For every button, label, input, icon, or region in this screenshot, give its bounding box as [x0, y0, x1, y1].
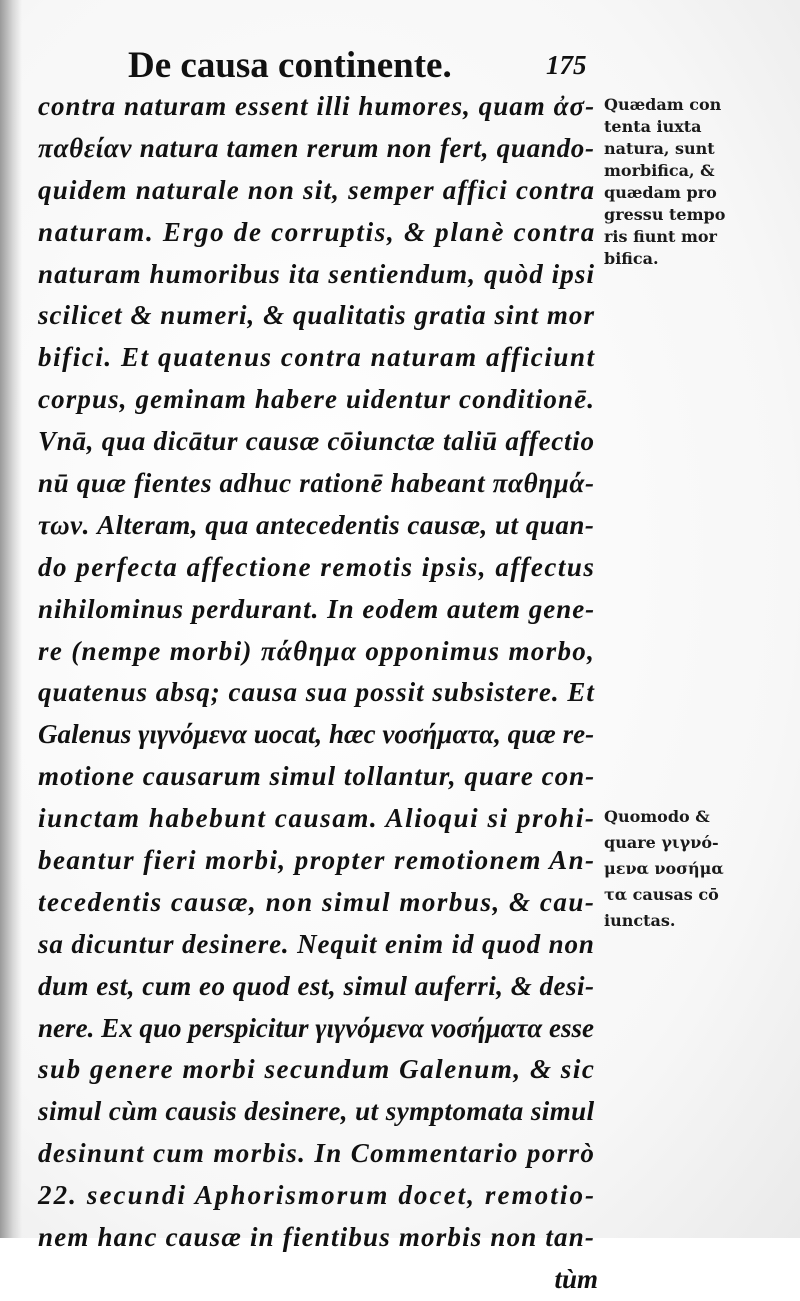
margin-note-line: quædam pro	[604, 183, 717, 202]
text-line	[38, 505, 598, 547]
running-title: De causa continente.	[128, 45, 452, 86]
text-line	[38, 421, 598, 463]
margin-note-2	[604, 804, 754, 934]
text-line-content: simul cùm causis desinere, ut symptomata simul	[38, 1096, 595, 1127]
text-line-content: corpus, geminam habere uidentur conditionē.	[38, 384, 596, 415]
text-line	[38, 463, 598, 505]
text-line	[38, 379, 598, 421]
text-line	[38, 924, 598, 966]
margin-note-line: natura, sunt	[604, 139, 715, 158]
margin-note-1	[604, 94, 754, 270]
text-line-content: naturam. Ergo de corruptis, & planè contra	[38, 216, 596, 247]
text-line-content: beantur fieri morbi, propter remotionem An-	[38, 845, 596, 876]
text-line-content: re (nempe morbi) πάθημα opponimus morbo,	[38, 635, 596, 666]
text-line-content: naturam humoribus ita sentiendum, quòd ipsi	[38, 258, 596, 289]
margin-note-line: Quædam con	[604, 95, 722, 114]
text-line	[38, 589, 598, 631]
text-line-content: sa dicuntur desinere. Nequit enim id quod non	[38, 928, 595, 959]
text-line	[38, 86, 598, 128]
text-line	[38, 170, 598, 212]
margin-note-line: τα causas cō	[604, 885, 719, 904]
text-line	[38, 1091, 598, 1133]
text-line-content: Vnā, qua dicātur causæ cōiunctæ taliū affectio	[38, 426, 595, 457]
text-line-content: 22. secundi Aphorismorum docet, remotio-	[38, 1180, 597, 1211]
text-line-content: iunctam habebunt causam. Alioqui si prohi-	[38, 803, 596, 834]
text-line	[38, 1008, 598, 1050]
text-line-content: dum est, cum eo quod est, simul auferri, & desi-	[38, 970, 595, 1001]
text-line-content: παθείαν natura tamen rerum non fert, quando-	[38, 132, 595, 163]
margin-note-line: tenta iuxta	[604, 117, 702, 136]
text-line	[38, 714, 598, 756]
page-gutter-shadow	[0, 0, 22, 1238]
text-line	[38, 128, 598, 170]
text-line-content: quatenus absq; causa sua possit subsistere. Et	[38, 677, 595, 708]
margin-note-line: μενα νοσήμα	[604, 859, 724, 878]
text-line	[38, 672, 598, 714]
text-line-content: bifici. Et quatenus contra naturam afficiunt	[38, 342, 596, 373]
text-line-content: tùm	[554, 1263, 598, 1294]
margin-note-line: quare γιγνό-	[604, 833, 719, 852]
text-line	[38, 254, 598, 296]
page-number: 175	[546, 50, 587, 80]
text-line-content: nere. Ex quo perspicitur γιγνόμενα νοσήματα esse	[38, 1012, 595, 1043]
text-line-content: των. Alteram, qua antecedentis causæ, ut quan-	[38, 509, 595, 540]
text-line-content: contra naturam essent illi humores, quam ἀσ-	[38, 91, 596, 121]
text-line	[38, 882, 598, 924]
margin-note-line: gressu tempo	[604, 205, 726, 224]
margin-note-line: ris fiunt mor	[604, 227, 717, 246]
text-line	[38, 295, 598, 337]
margin-note-line: iunctas.	[604, 911, 676, 930]
text-line	[38, 1259, 598, 1301]
text-line	[38, 1133, 598, 1175]
text-line-content: tecedentis causæ, non simul morbus, & cau-	[38, 886, 596, 917]
text-line-content: motione causarum simul tollantur, quare con-	[38, 761, 596, 792]
text-line	[38, 840, 598, 882]
text-line	[38, 547, 598, 589]
page-header	[0, 38, 600, 88]
text-line-content: Galenus γιγνόμενα uocat, hæc νοσήματα, quæ re-	[38, 719, 595, 750]
text-line-content: sub genere morbi secundum Galenum, & sic	[38, 1054, 596, 1085]
margin-note-line: bifica.	[604, 249, 659, 268]
text-line	[38, 212, 598, 254]
text-line	[38, 1049, 598, 1091]
text-line-content: scilicet & numeri, & qualitatis gratia sint mor	[38, 300, 595, 331]
text-line	[38, 798, 598, 840]
text-line	[38, 1175, 598, 1217]
text-line-content: do perfecta affectione remotis ipsis, affectus	[38, 551, 596, 582]
text-line-content: nem hanc causæ in fientibus morbis non tan-	[38, 1222, 596, 1253]
margin-note-line: morbifica, &	[604, 161, 715, 180]
text-line	[38, 756, 598, 798]
text-line-content: nihilominus perdurant. In eodem autem gene-	[38, 593, 596, 624]
margin-note-line: Quomodo &	[604, 807, 710, 826]
text-line-content: nū quæ fientes adhuc rationē habeant παθημά-	[38, 468, 595, 499]
text-line-content: desinunt cum morbis. In Commentario porrò	[38, 1138, 596, 1169]
text-line-content: quidem naturale non sit, semper affici contra	[38, 174, 596, 205]
text-line	[38, 337, 598, 379]
main-text-column	[38, 86, 598, 1301]
text-line	[38, 631, 598, 673]
text-line	[38, 966, 598, 1008]
